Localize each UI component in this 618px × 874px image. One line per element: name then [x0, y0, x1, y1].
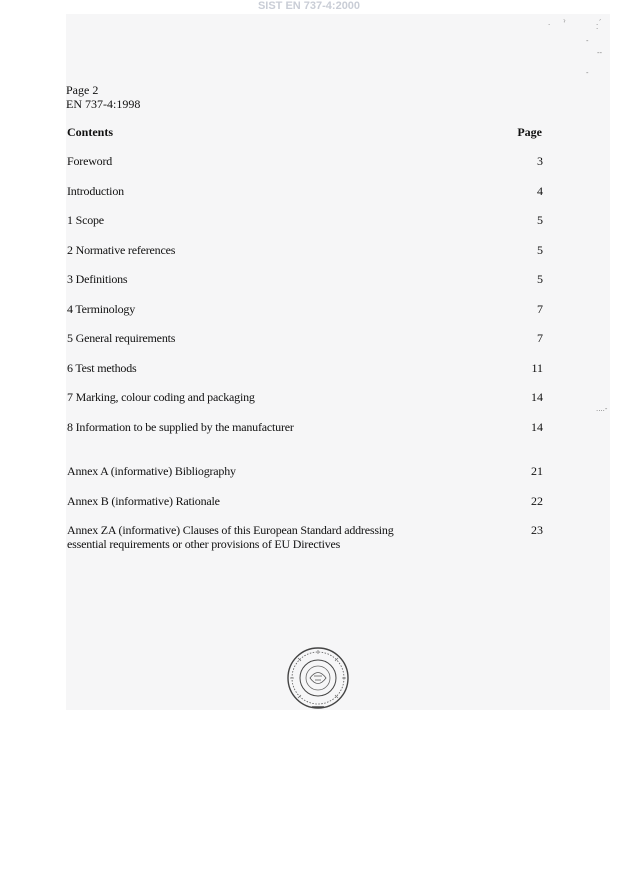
- toc-entry-label: 1 Scope: [67, 213, 104, 227]
- toc-entry-label: 4 Terminology: [67, 302, 135, 316]
- toc-entry-page: 7: [537, 331, 543, 345]
- watermark: SIST EN 737-4:2000: [257, 0, 361, 12]
- toc-entry: [67, 331, 543, 345]
- toc-entry-page: 3: [537, 154, 543, 168]
- toc-entry-label: 7 Marking, colour coding and packaging: [67, 390, 255, 404]
- toc-entry-page: 5: [537, 272, 543, 286]
- official-seal-stamp: [286, 647, 350, 709]
- toc-annex-page: 22: [531, 494, 543, 508]
- toc-annex-page: 23: [531, 523, 543, 537]
- toc-entry: [67, 243, 543, 257]
- toc-entry-label: Foreword: [67, 154, 113, 168]
- toc-annex-label: Annex ZA (informative) Clauses of this European Standard addressing essential requirements or other provisions of EU Directives: [67, 523, 394, 551]
- toc-annex-label: Annex A (informative) Bibliography: [67, 464, 236, 478]
- toc-entry-page: 14: [531, 390, 543, 404]
- toc-entry-page: 7: [537, 302, 543, 316]
- toc-entry: [67, 272, 543, 286]
- page-label: Page 2: [66, 83, 99, 97]
- toc-annex-label: Annex B (informative) Rationale: [67, 494, 220, 508]
- page-column-heading: Page: [517, 125, 542, 139]
- toc-entry-page: 14: [531, 420, 543, 434]
- scan-speck: ⁚: [596, 23, 599, 31]
- toc-entry-page: 4: [537, 184, 543, 198]
- toc-entry: [67, 154, 543, 168]
- contents-title: Contents: [67, 125, 114, 139]
- toc-entry: [67, 302, 543, 316]
- toc-entry-label: 3 Definitions: [67, 272, 128, 286]
- toc-entry-label: Introduction: [67, 184, 124, 198]
- toc-entry: [67, 213, 543, 227]
- toc-entry-label: 6 Test methods: [67, 361, 137, 375]
- toc-entry-label: 8 Information to be supplied by the manufacturer: [67, 420, 294, 434]
- toc-entry: [67, 361, 543, 375]
- scan-speck: ˏ: [598, 13, 602, 21]
- standard-id: EN 737-4:1998: [66, 97, 141, 111]
- toc-annex-entry: [67, 494, 543, 508]
- toc-entry-label: 5 General requirements: [67, 331, 176, 345]
- toc-entry: [67, 420, 543, 434]
- toc-entry-page: 5: [537, 243, 543, 257]
- scan-speck: -: [586, 37, 589, 45]
- scan-speck: ....-: [596, 405, 608, 413]
- toc-entry-label: 2 Normative references: [67, 243, 176, 257]
- toc-entry: [67, 390, 543, 404]
- toc-annex-page: 21: [531, 464, 543, 478]
- scan-speck: --: [597, 49, 603, 57]
- scan-speck: ·: [548, 21, 551, 29]
- toc-entry-page: 5: [537, 213, 543, 227]
- toc-entry: [67, 184, 543, 198]
- scan-speck: -: [586, 69, 589, 77]
- toc-annex-entry: [67, 464, 543, 478]
- toc-annex-entry: [67, 523, 543, 551]
- scan-speck: ˀ: [563, 19, 566, 27]
- toc-entry-page: 11: [531, 361, 543, 375]
